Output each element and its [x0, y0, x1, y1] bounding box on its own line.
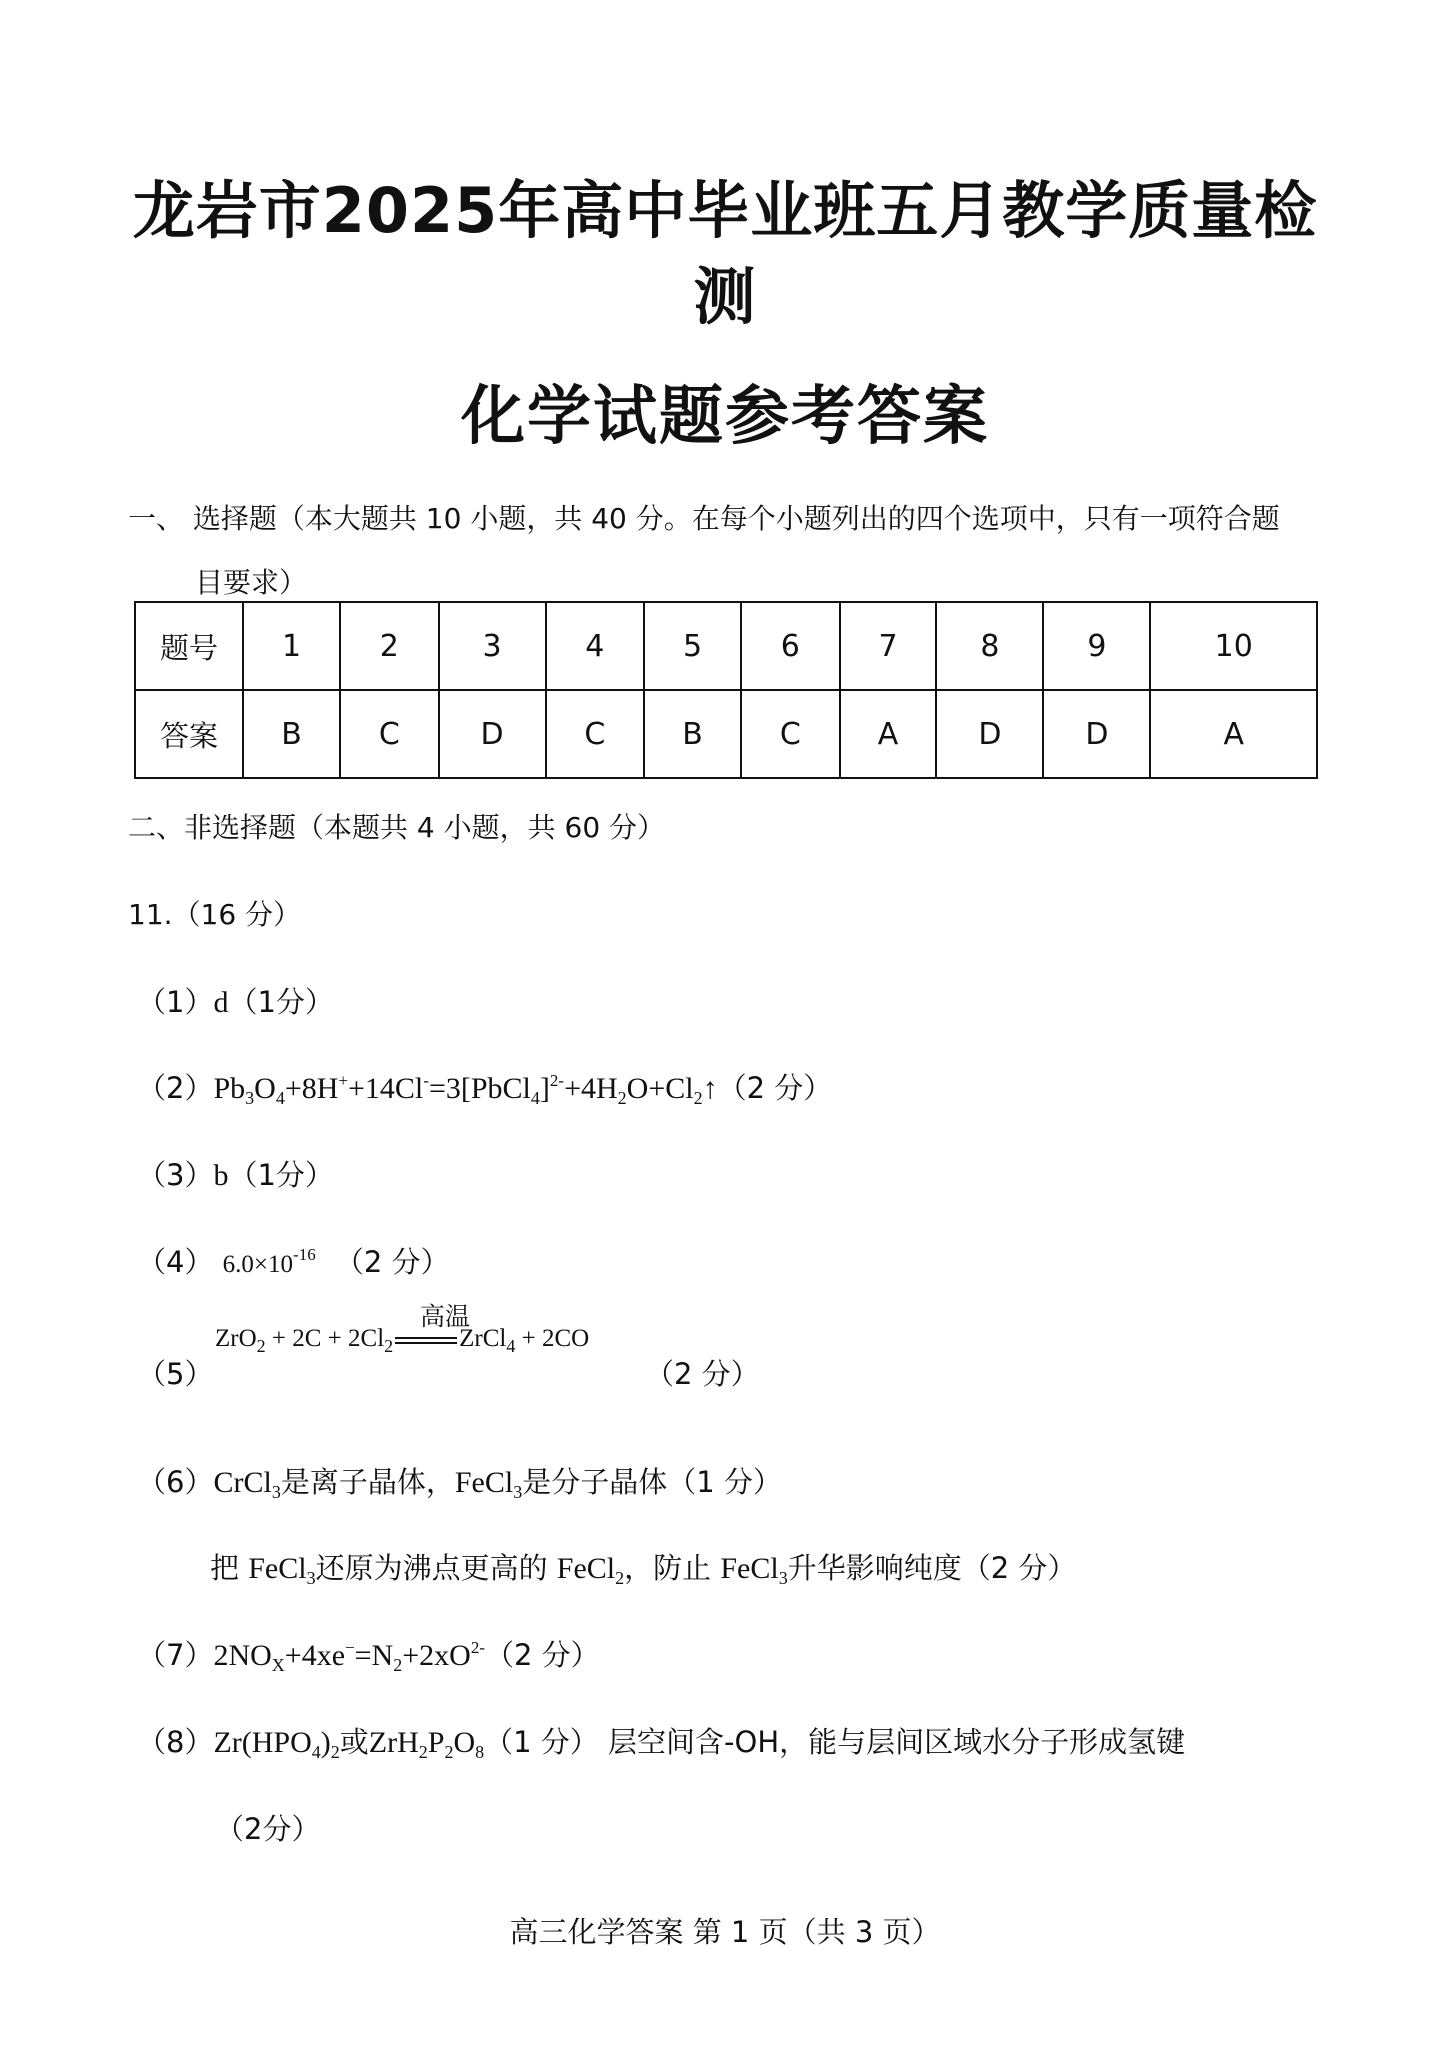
table-cell: A: [1150, 690, 1317, 778]
formula: FeCl$_3$: [720, 1552, 788, 1588]
answer-text: 升华影响纯度: [787, 1551, 962, 1585]
value-mantissa: 6.0: [222, 1251, 254, 1278]
q11-part4: [137, 1240, 450, 1281]
answer-text: 把: [210, 1551, 249, 1585]
score: （1分）: [228, 1158, 334, 1192]
document-subtitle: 化学试题参考答案: [461, 380, 989, 454]
formula: FeCl$_3$: [454, 1466, 523, 1502]
answer-text: 是分子晶体: [522, 1465, 668, 1499]
table-row-numbers: [135, 602, 1317, 690]
table-cell: B: [644, 690, 741, 778]
table-row-answers: [135, 690, 1317, 778]
q11-part5: [137, 1352, 213, 1393]
q11-part5-score: （2 分）: [645, 1357, 760, 1391]
q11-part6-line1: [137, 1460, 782, 1501]
score: （1 分）: [667, 1465, 782, 1499]
part-number: （7）: [137, 1638, 214, 1672]
formula: CrCl$_3$: [213, 1466, 281, 1502]
zirconium-equation: 高温 $ZrO_2 + 2C + 2Cl_2$ ZrCl$_4$ + 2CO: [215, 1325, 589, 1353]
table-cell: A: [840, 690, 937, 778]
part-number: （1）: [137, 985, 214, 1019]
part-number: （2）: [137, 1071, 214, 1105]
table-cell: 9: [1043, 602, 1150, 690]
answer-text: d: [213, 986, 229, 1019]
row-label: 答案: [135, 690, 243, 778]
q11-part8-line2: （2分）: [215, 1812, 321, 1846]
formula: FeCl$_3$: [248, 1552, 316, 1588]
section1-heading: 一、 选择题（本大题共 10 小题，共 40 分。在每个小题列出的四个选项中，只有一项符合题: [128, 502, 1280, 535]
section1-heading-cont: 目要求）: [195, 566, 308, 599]
electrode-equation: $2NO_X+4xe^-=N_2+2xO^{2-}$: [213, 1638, 485, 1675]
q11-part6-line2: [210, 1546, 1076, 1587]
table-cell: C: [340, 690, 438, 778]
formula: $ZrH_2P_2O_8$: [368, 1726, 485, 1762]
table-cell: 7: [840, 602, 937, 690]
answer-text: 或: [339, 1725, 369, 1759]
q11-part3: [137, 1153, 334, 1194]
table-cell: 2: [340, 602, 438, 690]
table-cell: 5: [644, 602, 741, 690]
table-cell: D: [439, 690, 546, 778]
q11-part1: [137, 980, 334, 1021]
table-cell: 10: [1150, 602, 1317, 690]
answer-text: 层空间含-OH，能与层间区域水分子形成氢键: [598, 1725, 1186, 1759]
score: （1分）: [228, 985, 334, 1019]
table-cell: D: [1043, 690, 1150, 778]
table-cell: C: [741, 690, 839, 778]
part-number: （8）: [137, 1725, 214, 1759]
part-number: （4）: [137, 1245, 214, 1279]
score: （2 分）: [961, 1551, 1077, 1585]
answer-table: [134, 601, 1318, 779]
table-cell: D: [936, 690, 1043, 778]
q11-part7: [137, 1633, 600, 1674]
part-number: （5）: [137, 1357, 214, 1391]
part-number: （6）: [137, 1465, 214, 1499]
score: （2 分）: [334, 1245, 450, 1279]
table-cell: 4: [546, 602, 644, 690]
q11-part8-line1: [137, 1720, 1185, 1761]
chemical-equation: $Pb_3O_4+8H^++14Cl^-=3[PbCl_4]^{2-}+4H_2O+Cl_2↑$: [213, 1071, 718, 1108]
formula: $Zr(HPO_4)_2$: [213, 1726, 340, 1762]
score: （2 分）: [717, 1071, 833, 1105]
equals-sign: [395, 1337, 457, 1344]
score: （2 分）: [484, 1638, 600, 1672]
table-cell: 8: [936, 602, 1043, 690]
q11-title: 11.（16 分）: [128, 898, 302, 931]
part-number: （3）: [137, 1158, 214, 1192]
answer-text: b: [213, 1159, 229, 1192]
q11-part2: [137, 1066, 832, 1107]
formula: FeCl$_2$: [556, 1552, 625, 1588]
section2-heading: 二、非选择题（本题共 4 小题，共 60 分）: [128, 811, 666, 844]
answer-text: 还原为沸点更高的: [315, 1551, 557, 1585]
reaction-condition: 高温: [420, 1302, 471, 1331]
document-title: 龙岩市2025年高中毕业班五月教学质量检测: [132, 174, 1318, 333]
row-label: 题号: [135, 602, 243, 690]
table-cell: C: [546, 690, 644, 778]
table-cell: 3: [439, 602, 546, 690]
table-cell: 1: [243, 602, 340, 690]
value-exponent: -16: [293, 1245, 316, 1264]
answer-value: [222, 1245, 316, 1278]
table-cell: B: [243, 690, 340, 778]
page-footer: 高三化学答案 第 1 页（共 3 页）: [509, 1915, 941, 1949]
table-cell: 6: [741, 602, 839, 690]
score: （1 分）: [484, 1725, 599, 1759]
value-base: ×10: [253, 1251, 294, 1278]
answer-text: 是离子晶体，: [280, 1465, 455, 1499]
answer-text: ，防止: [624, 1551, 721, 1585]
